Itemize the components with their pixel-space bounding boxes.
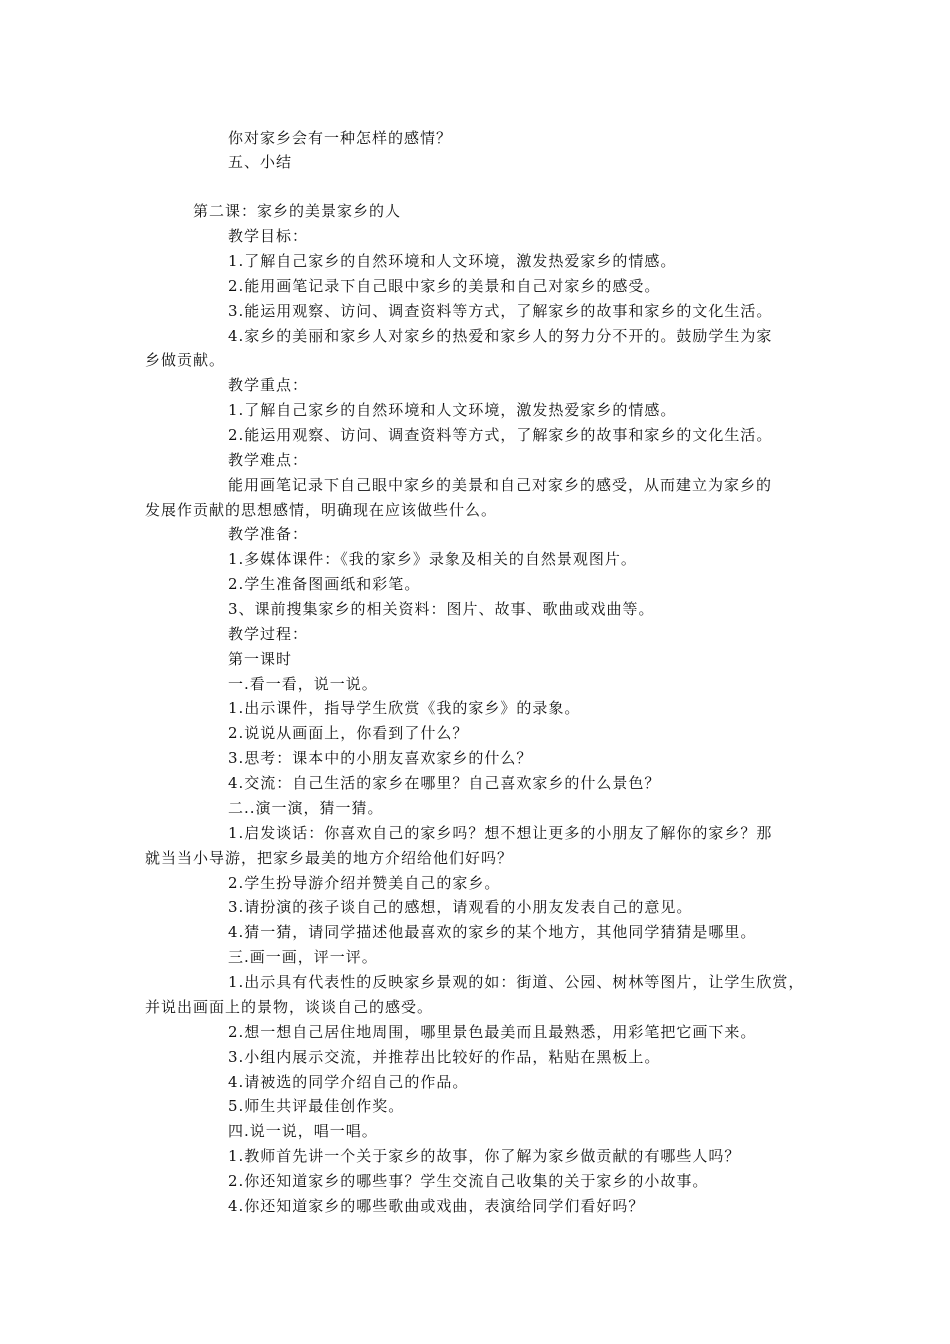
section-heading: 教学难点： [228, 451, 309, 469]
text-line: 3.思考：课本中的小朋友喜欢家乡的什么？ [228, 749, 533, 767]
text-line: 5.师生共评最佳创作奖。 [228, 1097, 405, 1115]
text-line: 4.你还知道家乡的哪些歌曲或戏曲，表演给同学们看好吗？ [228, 1197, 645, 1215]
text-line: 能用画笔记录下自己眼中家乡的美景和自己对家乡的感受，从而建立为家乡的 [228, 476, 773, 494]
section-heading: 四.说一说，唱一唱。 [228, 1122, 378, 1140]
text-line: 1.出示具有代表性的反映家乡景观的如：街道、公园、树林等图片，让学生欣赏， [228, 973, 805, 991]
text-line: 2.想一想自己居住地周围，哪里景色最美而且最熟悉，用彩笔把它画下来。 [228, 1023, 757, 1041]
text-line: 3.请扮演的孩子谈自己的感想，请观看的小朋友发表自己的意见。 [228, 898, 693, 916]
lesson-title: 第二课：家乡的美景家乡的人 [193, 202, 402, 220]
text-line: 1.多媒体课件：《我的家乡》录象及相关的自然景观图片。 [228, 550, 637, 568]
text-line: 3、课前搜集家乡的相关资料：图片、故事、歌曲或戏曲等。 [228, 600, 655, 618]
text-line: 2.能用画笔记录下自己眼中家乡的美景和自己对家乡的感受。 [228, 277, 661, 295]
text-line: 3.能运用观察、访问、调查资料等方式，了解家乡的故事和家乡的文化生活。 [228, 302, 773, 320]
text-line: 2.学生准备图画纸和彩笔。 [228, 575, 421, 593]
section-heading: 教学目标： [228, 227, 309, 245]
text-line: 就当当小导游，把家乡最美的地方介绍给他们好吗？ [145, 849, 514, 867]
text-line: 发展作贡献的思想感情，明确现在应该做些什么。 [145, 501, 498, 519]
text-line: 你对家乡会有一种怎样的感情？ [228, 129, 453, 147]
section-heading: 教学过程： [228, 625, 309, 643]
text-line: 1.启发谈话：你喜欢自己的家乡吗？想不想让更多的小朋友了解你的家乡？那 [228, 824, 773, 842]
text-line: 2.学生扮导游介绍并赞美自己的家乡。 [228, 874, 501, 892]
text-line: 4.家乡的美丽和家乡人对家乡的热爱和家乡人的努力分不开的。鼓励学生为家 [228, 327, 773, 345]
section-heading: 教学准备： [228, 525, 309, 543]
text-line: 3.小组内展示交流，并推荐出比较好的作品，粘贴在黑板上。 [228, 1048, 661, 1066]
text-line: 4.交流：自己生活的家乡在哪里？自己喜欢家乡的什么景色？ [228, 774, 661, 792]
text-line: 1.了解自己家乡的自然环境和人文环境，激发热爱家乡的情感。 [228, 252, 677, 270]
text-line: 并说出画面上的景物，谈谈自己的感受。 [145, 998, 434, 1016]
section-heading: 三.画一画，评一评。 [228, 948, 378, 966]
text-line: 1.教师首先讲一个关于家乡的故事，你了解为家乡做贡献的有哪些人吗？ [228, 1147, 741, 1165]
section-heading: 五、小结 [228, 153, 293, 171]
text-line: 2.说说从画面上，你看到了什么？ [228, 724, 469, 742]
section-heading: 教学重点： [228, 376, 309, 394]
text-line: 乡做贡献。 [145, 351, 226, 369]
section-heading: 一.看一看，说一说。 [228, 675, 378, 693]
text-line: 2.你还知道家乡的哪些事？学生交流自己收集的关于家乡的小故事。 [228, 1172, 709, 1190]
text-line: 1.了解自己家乡的自然环境和人文环境，激发热爱家乡的情感。 [228, 401, 677, 419]
text-line: 2.能运用观察、访问、调查资料等方式，了解家乡的故事和家乡的文化生活。 [228, 426, 773, 444]
section-heading: 二..演一演，猜一猜。 [228, 799, 384, 817]
text-line: 4.猜一猜，请同学描述他最喜欢的家乡的某个地方，其他同学猜猜是哪里。 [228, 923, 757, 941]
text-line: 4.请被选的同学介绍自己的作品。 [228, 1073, 469, 1091]
text-line: 1.出示课件，指导学生欣赏《我的家乡》的录象。 [228, 699, 581, 717]
section-heading: 第一课时 [228, 650, 293, 668]
